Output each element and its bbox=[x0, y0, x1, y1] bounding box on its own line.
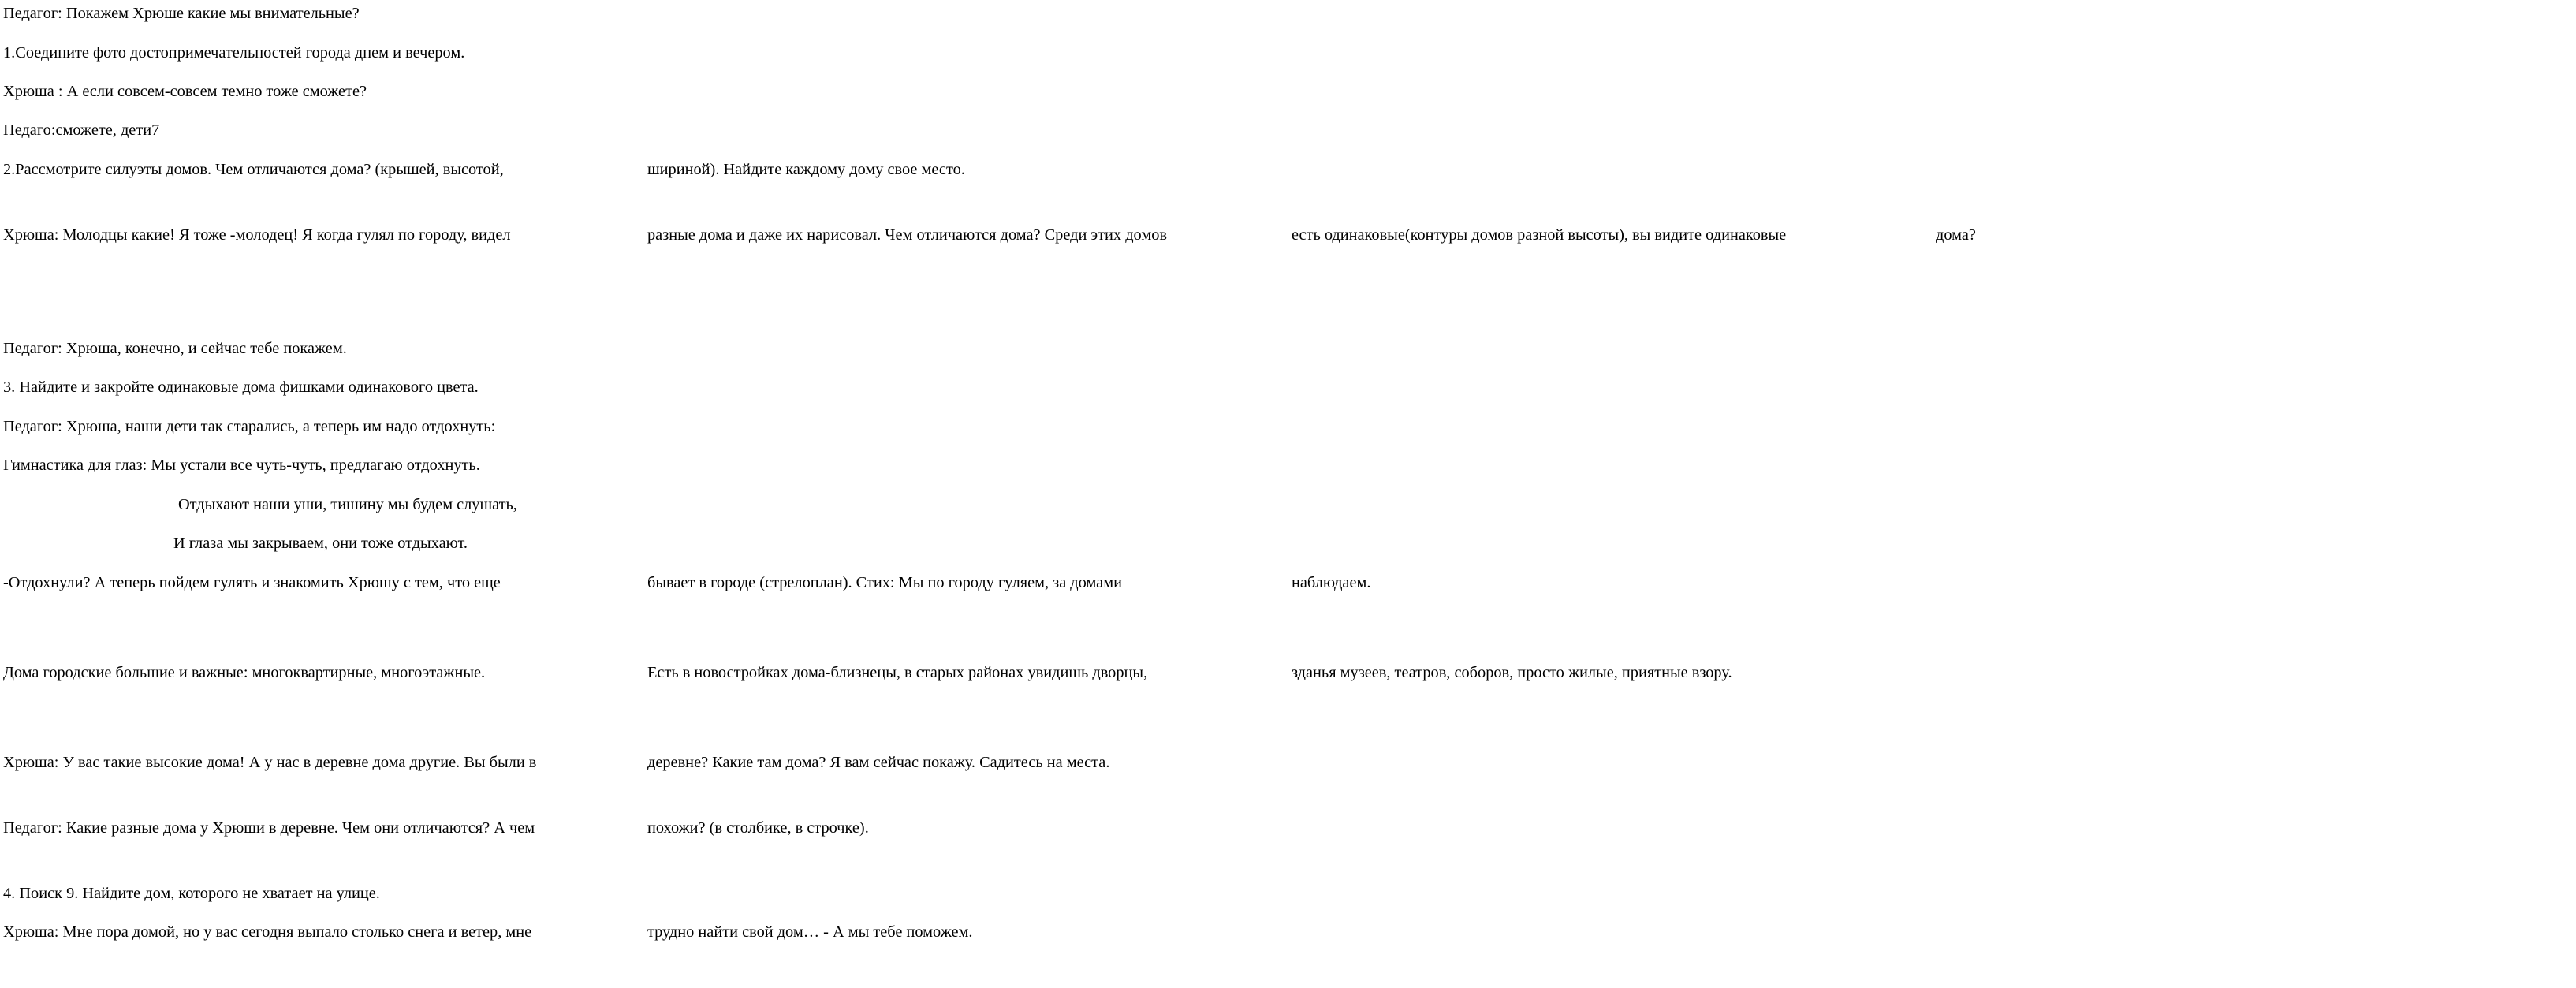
text-line: И глаза мы закрываем, они тоже отдыхают. bbox=[173, 535, 468, 552]
paragraph-khryusha-home bbox=[3, 920, 973, 945]
paragraph-eye-gymnastics bbox=[3, 453, 643, 478]
paragraph-city-poem bbox=[3, 661, 1732, 685]
paragraph-teacher-rest bbox=[3, 415, 643, 439]
text-line: Хрюша: У вас такие высокие дома! А у нас в деревне дома другие. Вы были в bbox=[3, 754, 537, 771]
text-line: трудно найти свой дом… - А мы тебе поможем. bbox=[647, 923, 973, 941]
paragraph-teacher-can bbox=[3, 118, 643, 143]
text-line: 2.Рассмотрите силуэты домов. Чем отличаются дома? (крышей, высотой, bbox=[3, 161, 504, 178]
text-line: шириной). Найдите каждому дому свое место. bbox=[647, 161, 965, 178]
text-line: дома? bbox=[1936, 226, 1977, 244]
text-line: Педагог: Хрюша, наши дети так старались, а теперь им надо отдохнуть: bbox=[3, 418, 496, 435]
paragraph-task-4 bbox=[3, 882, 643, 906]
text-line: похожи? (в столбике, в строчке). bbox=[647, 819, 869, 837]
text-line: Есть в новостройках дома-близнецы, в старых районах увидишь дворцы, bbox=[647, 664, 1148, 681]
paragraph-task-1 bbox=[3, 41, 643, 65]
paragraph-khryusha-village bbox=[3, 751, 1110, 775]
text-line: зданья музеев, театров, соборов, просто жилые, приятные взору. bbox=[1292, 664, 1732, 681]
paragraph-poem-line-2 bbox=[173, 531, 643, 556]
text-line: 1.Соедините фото достопримечательностей города днем и вечером. bbox=[3, 44, 465, 62]
text-line: -Отдохнули? А теперь пойдем гулять и знакомить Хрюшу с тем, что еще bbox=[3, 574, 501, 591]
paragraph-teacher-village bbox=[3, 816, 869, 841]
paragraph-teacher-show bbox=[3, 337, 643, 361]
text-line: Отдыхают наши уши, тишину мы будем слушать, bbox=[178, 496, 517, 513]
text-line: деревне? Какие там дома? Я вам сейчас покажу. Садитесь на места. bbox=[647, 754, 1110, 771]
text-line: Дома городские большие и важные: многоквартирные, многоэтажные. bbox=[3, 664, 486, 681]
paragraph-task-2 bbox=[3, 158, 965, 182]
text-line: бывает в городе (стрелоплан). Стих: Мы по городу гуляем, за домами bbox=[647, 574, 1123, 591]
text-line: наблюдаем. bbox=[1292, 574, 1371, 591]
text-line: Хрюша: Мне пора домой, но у вас сегодня выпало столько снега и ветер, мне bbox=[3, 923, 532, 941]
paragraph-poem-line-1 bbox=[178, 493, 643, 517]
text-line: 4. Поиск 9. Найдите дом, которого не хватает на улице. bbox=[3, 885, 380, 902]
paragraph-khryusha-dark bbox=[3, 80, 643, 104]
text-line: Педагог: Какие разные дома у Хрюши в деревне. Чем они отличаются? А чем bbox=[3, 819, 535, 837]
text-line: есть одинаковые(контуры домов разной высоты), вы видите одинаковые bbox=[1292, 226, 1787, 244]
paragraph-task-3 bbox=[3, 375, 643, 400]
paragraph-khryusha-houses bbox=[3, 223, 1977, 248]
text-line: Гимнастика для глаз: Мы устали все чуть-чуть, предлагаю отдохнуть. bbox=[3, 457, 480, 474]
text-line: Педаго:сможете, дети7 bbox=[3, 121, 160, 139]
text-line: разные дома и даже их нарисовал. Чем отличаются дома? Среди этих домов bbox=[647, 226, 1168, 244]
paragraph-walk bbox=[3, 571, 1371, 595]
text-line: 3. Найдите и закройте одинаковые дома фишками одинакового цвета. bbox=[3, 378, 479, 396]
text-line: Хрюша: Молодцы какие! Я тоже -молодец! Я когда гулял по городу, видел bbox=[3, 226, 511, 244]
text-line: Педагог: Покажем Хрюше какие мы внимательные? bbox=[3, 5, 360, 22]
text-line: Педагог: Хрюша, конечно, и сейчас тебе покажем. bbox=[3, 340, 347, 357]
paragraph-teacher-intro bbox=[3, 2, 643, 26]
text-line: Хрюша : А если совсем-совсем темно тоже сможете? bbox=[3, 83, 367, 100]
